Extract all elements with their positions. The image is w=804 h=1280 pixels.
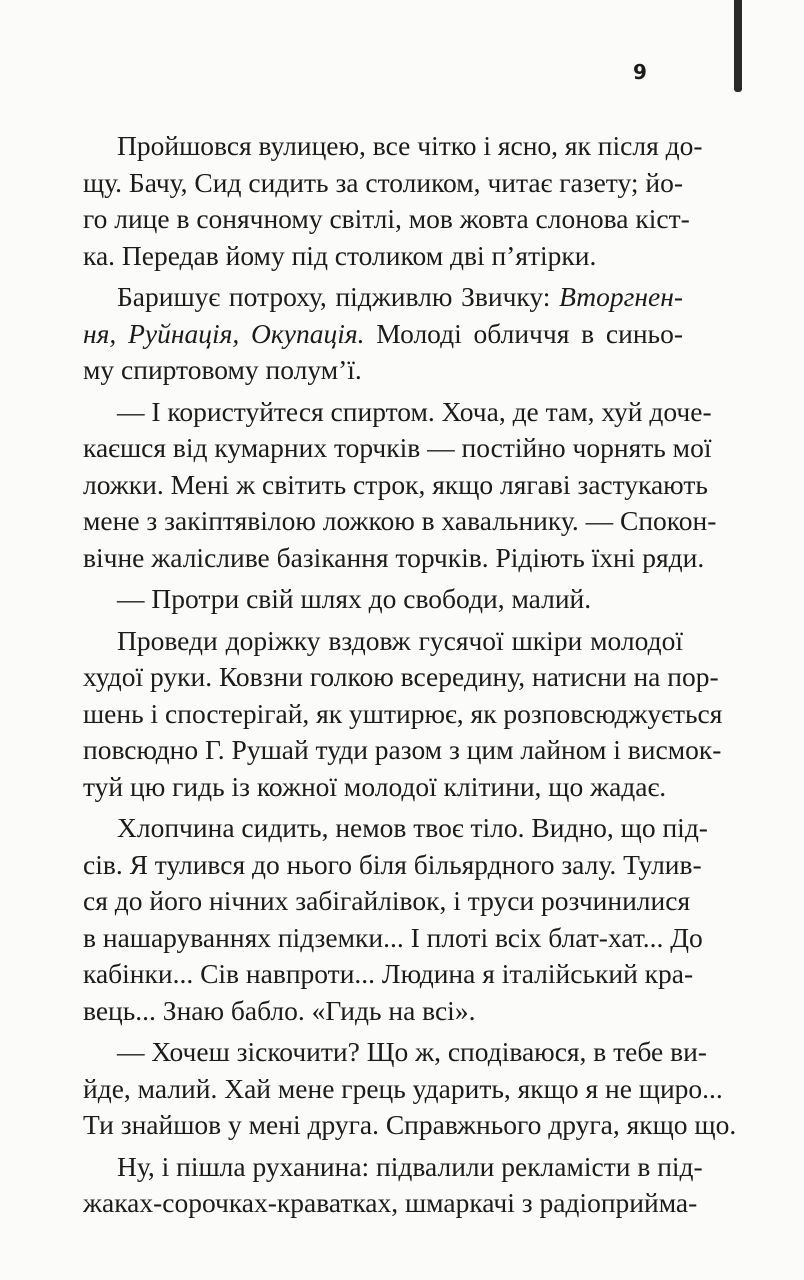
text-line: каєшся від кумарних торчків — постійно чорнять мої	[83, 432, 712, 463]
text-line: Хлопчина сидить, немов твоє тіло. Видно, що під-	[117, 812, 708, 843]
text-line: кабінки... Сів навпроти... Людина я італійський кра-	[83, 958, 694, 989]
text-line: вець... Знаю бабло. «Гидь на всі».	[83, 994, 476, 1026]
text-line: туй цю гидь із кожної молодої клітини, що жадає.	[83, 770, 667, 802]
text-line: ка. Передав йому під столиком дві п’ятірки.	[83, 239, 597, 271]
paragraph	[83, 623, 723, 806]
text-segment: Баришує потроху, підживлю Звичку:	[117, 281, 560, 312]
text-line: йде, малий. Хай мене грець ударить, якщо я не щиро...	[83, 1072, 723, 1104]
page-number: 9	[633, 60, 647, 84]
text-line: го лице в сонячному світлі, мов жовта слонова кіст-	[83, 203, 690, 234]
text-line: жаках-сорочках-краватках, шмаркачі з радіоприйма-	[83, 1187, 698, 1218]
text-line: вічне жалісливе базікання торчків. Рідіють їхні ряди.	[83, 541, 705, 573]
paragraph	[83, 810, 708, 1029]
text-segment: Молоді обличчя в синьо-	[364, 317, 683, 349]
text-line	[83, 279, 683, 316]
italic-text: ня, Руйнація, Окупація.	[83, 317, 365, 349]
paragraph	[83, 279, 683, 389]
paragraph	[83, 1034, 737, 1144]
text-segment: му спиртовому полум’ї.	[83, 354, 362, 385]
text-line: — І користуйтеся спиртом. Хоча, де там, хуй доче-	[117, 395, 712, 427]
text-line	[83, 352, 683, 389]
text-line: ложки. Мені ж світить строк, якщо лягаві застукають	[83, 468, 708, 500]
paragraph	[83, 128, 703, 274]
text-line: — Протри свій шлях до свободи, малий.	[117, 583, 592, 614]
text-line: худої руки. Ковзни голкою всередину, натисни на пор-	[83, 661, 719, 692]
text-line	[83, 316, 683, 353]
italic-text: Вторгнен-	[559, 281, 683, 312]
text-line: — Хочеш зіскочити? Що ж, сподіваюся, в тебе ви-	[117, 1036, 707, 1067]
paragraph	[83, 394, 717, 577]
book-page-edge	[734, 0, 742, 92]
text-line: мене з закіптявілою ложкою в хавальнику. — Спокон-	[83, 505, 717, 536]
text-line: Ну, і пішла руханина: підвалили рекламісти в під-	[117, 1150, 703, 1182]
text-line: Ти знайшов у мені друга. Справжнього друга, якщо що.	[83, 1109, 737, 1140]
body-text	[83, 128, 737, 1227]
text-line: щу. Бачу, Сид сидить за столиком, читає газету; йо-	[83, 166, 683, 198]
text-line: в нашаруваннях підземки... І плоті всіх блат-хат... До	[83, 921, 703, 953]
text-line: сів. Я тулився до нього біля більярдного залу. Тулив-	[83, 848, 702, 880]
text-line: шень і спостерігай, як уштирює, як розповсюджується	[83, 697, 723, 729]
paragraph	[83, 581, 683, 618]
text-line: Пройшовся вулицею, все чітко і ясно, як після до-	[117, 130, 703, 161]
paragraph	[83, 1149, 703, 1222]
text-line: ся до його нічних забігайлівок, і труси розчинилися	[83, 885, 691, 916]
text-line: повсюдно Г. Рушай туди разом з цим лайном і висмок-	[83, 734, 722, 765]
text-line: Проведи доріжку вздовж гусячої шкіри молодої	[117, 624, 683, 656]
